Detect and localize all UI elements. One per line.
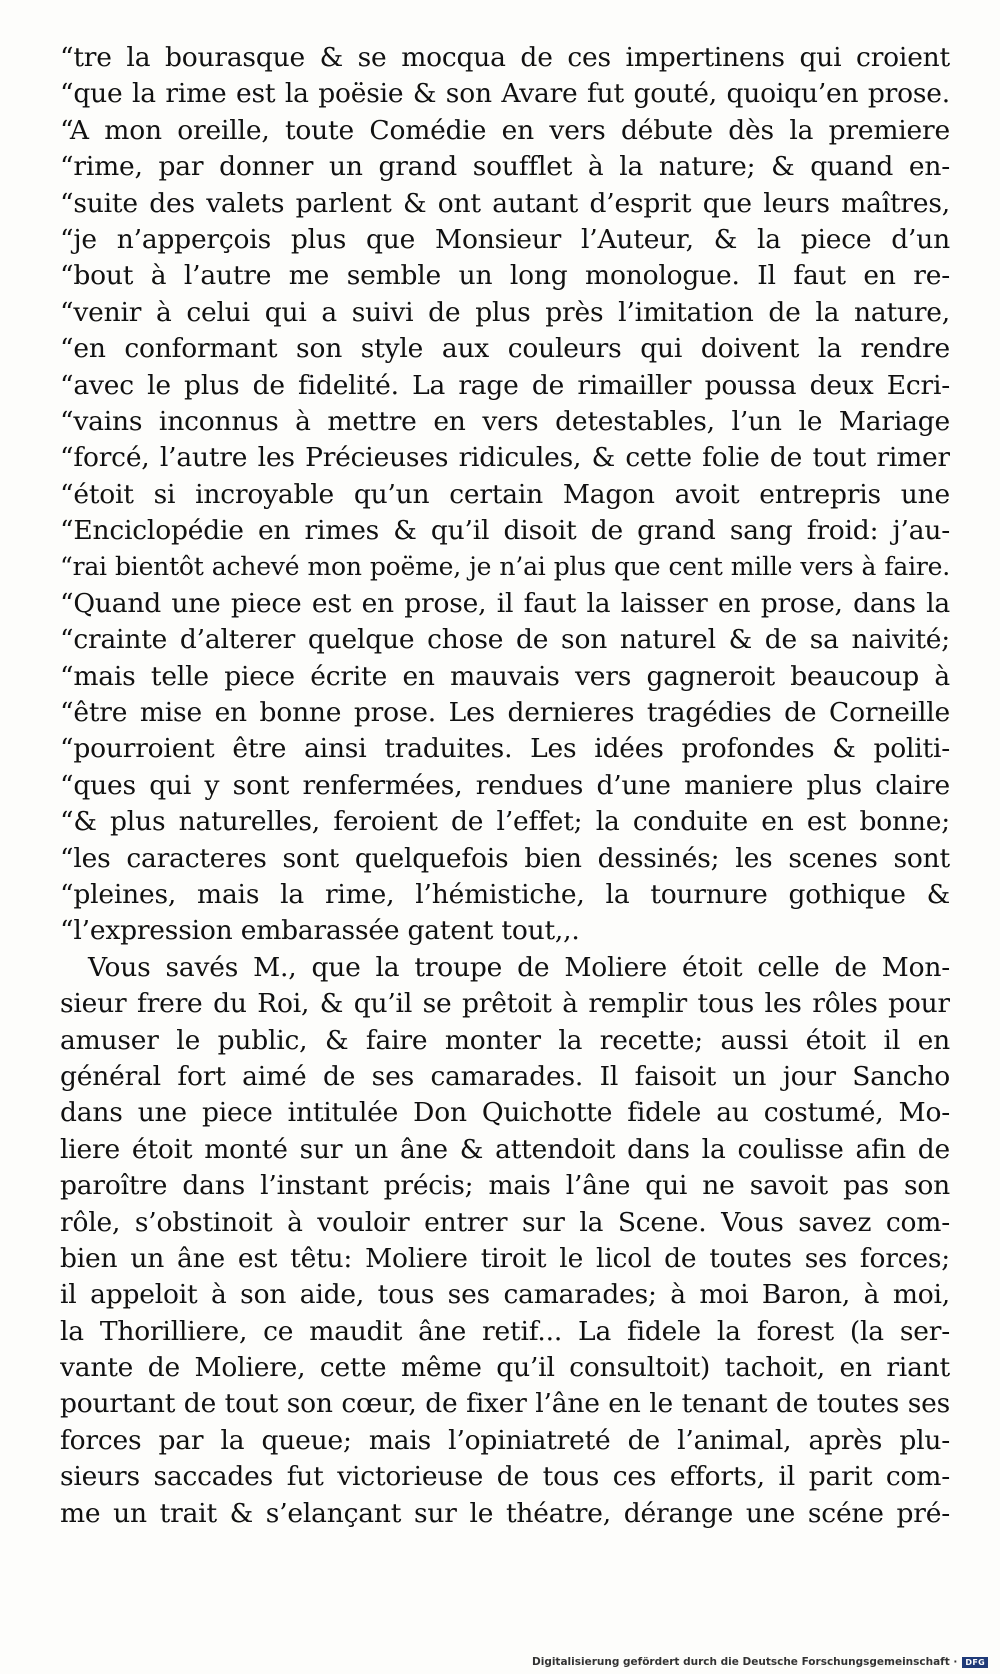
text-line: “A mon oreille, toute Comédie en vers débute dès la premiere bbox=[60, 114, 950, 146]
text-line: dans une piece intitulée Don Quichotte fidele au costumé, Mo- bbox=[60, 1097, 950, 1129]
text-line: paroître dans l’instant précis; mais l’âne qui ne savoit pas son bbox=[60, 1170, 950, 1202]
text-line: la Thorilliere, ce maudit âne retif... La fidele la forest (la ser- bbox=[60, 1315, 950, 1347]
digitization-footer bbox=[532, 1656, 988, 1668]
text-line: amuser le public, & faire monter la recette; aussi étoit il en bbox=[60, 1024, 950, 1056]
text-line: “forcé, l’autre les Précieuses ridicules, & cette folie de tout rimer bbox=[60, 442, 950, 474]
text-line: rôle, s’obstinoit à vouloir entrer sur la Scene. Vous savez com- bbox=[60, 1206, 950, 1238]
text-line: “ques qui y sont renfermées, rendues d’une maniere plus claire bbox=[60, 769, 950, 801]
text-line: général fort aimé de ses camarades. Il faisoit un jour Sancho bbox=[60, 1060, 950, 1092]
text-line: pourtant de tout son cœur, de fixer l’âne en le tenant de toutes ses bbox=[60, 1388, 950, 1420]
paragraph-first-line: Vous savés M., que la troupe de Moliere étoit celle de Mon- bbox=[88, 951, 950, 983]
text-line: “que la rime est la poësie & son Avare fut gouté, quoiqu’en prose. bbox=[60, 78, 950, 110]
text-line: “& plus naturelles, feroient de l’effet; la conduite en est bonne; bbox=[60, 806, 950, 838]
text-line: “venir à celui qui a suivi de plus près l’imitation de la nature, bbox=[60, 296, 950, 328]
text-line: “Enciclopédie en rimes & qu’il disoit de grand sang froid: j’au- bbox=[60, 515, 950, 547]
text-line: “bout à l’autre me semble un long monologue. Il faut en re- bbox=[60, 260, 950, 292]
text-line: sieurs saccades fut victorieuse de tous ces efforts, il parit com- bbox=[60, 1461, 950, 1493]
text-block bbox=[60, 40, 950, 1532]
text-line: liere étoit monté sur un âne & attendoit dans la coulisse afin de bbox=[60, 1133, 950, 1165]
text-line: il appeloit à son aide, tous ses camarades; à moi Baron, à moi, bbox=[60, 1279, 950, 1311]
text-line: “crainte d’alterer quelque chose de son naturel & de sa naivité; bbox=[60, 624, 950, 656]
text-line: “les caracteres sont quelquefois bien dessinés; les scenes sont bbox=[60, 842, 950, 874]
text-line: “tre la bourasque & se mocqua de ces impertinens qui croient bbox=[60, 42, 950, 73]
text-line: “étoit si incroyable qu’un certain Magon avoit entrepris une bbox=[60, 478, 950, 510]
text-line: “être mise en bonne prose. Les dernieres tragédies de Corneille bbox=[60, 697, 950, 729]
text-line: “l’expression embarassée gatent tout,,. bbox=[60, 915, 580, 947]
text-line: “en conformant son style aux couleurs qui doivent la rendre bbox=[60, 333, 950, 365]
text-line: “rime, par donner un grand soufflet à la nature; & quand en- bbox=[60, 151, 950, 183]
text-line: “avec le plus de fidelité. La rage de rimailler poussa deux Ecri- bbox=[60, 369, 950, 401]
text-line: bien un âne est têtu: Moliere tiroit le licol de toutes ses forces; bbox=[60, 1242, 950, 1274]
text-line: “je n’apperçois plus que Monsieur l’Auteur, & la piece d’un bbox=[60, 223, 950, 255]
text-line: “pleines, mais la rime, l’hémistiche, la tournure gothique & bbox=[60, 878, 950, 910]
text-line: me un trait & s’elançant sur le théatre, dérange une scéne pré- bbox=[60, 1497, 950, 1529]
text-line: “vains inconnus à mettre en vers detestables, l’un le Mariage bbox=[60, 405, 950, 437]
footer-text: Digitalisierung gefördert durch die Deutsche Forschungsgemeinschaft · bbox=[532, 1656, 958, 1668]
text-line: vante de Moliere, cette même qu’il consultoit) tachoit, en riant bbox=[60, 1352, 950, 1384]
text-line: “rai bientôt achevé mon poëme, je n’ai plus que cent mille vers à faire. bbox=[60, 552, 950, 582]
text-line: “mais telle piece écrite en mauvais vers gagneroit beaucoup à bbox=[60, 660, 950, 692]
dfg-logo: DFG bbox=[962, 1657, 988, 1668]
text-line: “pourroient être ainsi traduites. Les idées profondes & politi- bbox=[60, 733, 950, 765]
text-line: “suite des valets parlent & ont autant d’esprit que leurs maîtres, bbox=[60, 187, 950, 219]
text-line: sieur frere du Roi, & qu’il se prêtoit à remplir tous les rôles pour bbox=[60, 988, 950, 1020]
text-line: forces par la queue; mais l’opiniatreté de l’animal, après plu- bbox=[60, 1424, 950, 1456]
text-line: “Quand une piece est en prose, il faut la laisser en prose, dans la bbox=[60, 587, 950, 619]
